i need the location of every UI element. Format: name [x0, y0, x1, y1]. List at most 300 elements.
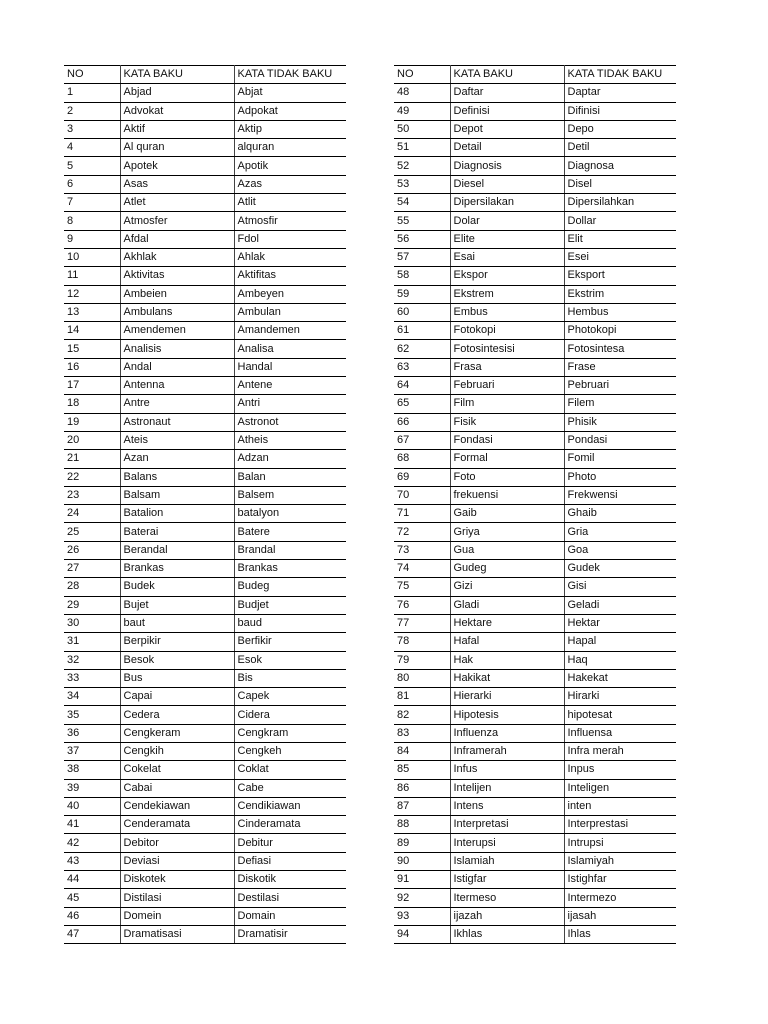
cell-kata-baku: Atmosfer [120, 212, 234, 230]
cell-kata-tidak-baku: Atmosfir [234, 212, 346, 230]
cell-kata-tidak-baku: Dramatisir [234, 925, 346, 943]
table-row [394, 102, 676, 120]
cell-kata-tidak-baku: Inpus [564, 761, 676, 779]
cell-kata-tidak-baku: Fotosintesa [564, 340, 676, 358]
cell-kata-baku: Intelijen [450, 779, 564, 797]
header-no: NO [64, 66, 120, 84]
cell-kata-baku: Fotosintesisi [450, 340, 564, 358]
cell-kata-tidak-baku: Antene [234, 377, 346, 395]
table-row [64, 139, 346, 157]
cell-kata-tidak-baku: Istighfar [564, 871, 676, 889]
cell-no: 3 [64, 120, 120, 138]
cell-kata-tidak-baku: Coklat [234, 761, 346, 779]
cell-no: 45 [64, 889, 120, 907]
cell-kata-tidak-baku: Adpokat [234, 102, 346, 120]
table-row [394, 560, 676, 578]
table-row [394, 578, 676, 596]
cell-kata-baku: Cenderamata [120, 816, 234, 834]
table-header-row [64, 66, 346, 84]
table-row [64, 267, 346, 285]
table-row [394, 413, 676, 431]
cell-kata-baku: Bus [120, 669, 234, 687]
table-row [394, 230, 676, 248]
cell-kata-baku: Hektare [450, 614, 564, 632]
table-row [64, 852, 346, 870]
table-row [394, 871, 676, 889]
cell-kata-tidak-baku: Influensa [564, 724, 676, 742]
cell-kata-tidak-baku: Islamiyah [564, 852, 676, 870]
cell-no: 58 [394, 267, 450, 285]
table-row [64, 614, 346, 632]
cell-kata-baku: Cendekiawan [120, 797, 234, 815]
table-row [64, 688, 346, 706]
cell-no: 62 [394, 340, 450, 358]
cell-no: 54 [394, 194, 450, 212]
table-row [64, 450, 346, 468]
cell-no: 68 [394, 450, 450, 468]
cell-kata-tidak-baku: ijasah [564, 907, 676, 925]
cell-kata-baku: Azan [120, 450, 234, 468]
table-row [64, 578, 346, 596]
cell-kata-baku: Aktif [120, 120, 234, 138]
table-row [64, 230, 346, 248]
cell-no: 13 [64, 303, 120, 321]
cell-kata-baku: frekuensi [450, 486, 564, 504]
table-row [64, 633, 346, 651]
cell-kata-tidak-baku: Aktip [234, 120, 346, 138]
cell-no: 82 [394, 706, 450, 724]
cell-no: 46 [64, 907, 120, 925]
cell-kata-baku: Detail [450, 139, 564, 157]
cell-kata-tidak-baku: Pondasi [564, 431, 676, 449]
cell-kata-baku: Antre [120, 395, 234, 413]
table-row [64, 285, 346, 303]
table-row [64, 724, 346, 742]
cell-kata-tidak-baku: Cabe [234, 779, 346, 797]
cell-no: 61 [394, 322, 450, 340]
cell-kata-tidak-baku: Atheis [234, 431, 346, 449]
cell-kata-baku: Antenna [120, 377, 234, 395]
cell-kata-baku: Amendemen [120, 322, 234, 340]
table-row [64, 779, 346, 797]
cell-kata-baku: Budek [120, 578, 234, 596]
cell-kata-tidak-baku: Haq [564, 651, 676, 669]
cell-no: 26 [64, 541, 120, 559]
cell-kata-baku: Gua [450, 541, 564, 559]
table-row [64, 248, 346, 266]
cell-kata-baku: Gladi [450, 596, 564, 614]
table-row [394, 724, 676, 742]
cell-no: 19 [64, 413, 120, 431]
cell-no: 65 [394, 395, 450, 413]
cell-kata-baku: Hierarki [450, 688, 564, 706]
cell-kata-baku: Atlet [120, 194, 234, 212]
table-row [394, 120, 676, 138]
table-row [64, 816, 346, 834]
table-row [64, 212, 346, 230]
cell-kata-tidak-baku: Adzan [234, 450, 346, 468]
cell-kata-baku: Balsam [120, 486, 234, 504]
cell-no: 27 [64, 560, 120, 578]
cell-no: 36 [64, 724, 120, 742]
cell-kata-baku: Gudeg [450, 560, 564, 578]
cell-kata-baku: Gaib [450, 505, 564, 523]
cell-kata-baku: Formal [450, 450, 564, 468]
cell-no: 64 [394, 377, 450, 395]
cell-kata-tidak-baku: Cidera [234, 706, 346, 724]
cell-kata-tidak-baku: Bis [234, 669, 346, 687]
cell-kata-tidak-baku: Disel [564, 175, 676, 193]
cell-no: 90 [394, 852, 450, 870]
cell-no: 77 [394, 614, 450, 632]
cell-kata-tidak-baku: Berfikir [234, 633, 346, 651]
table-row [64, 871, 346, 889]
table-header-row [394, 66, 676, 84]
cell-kata-tidak-baku: Capek [234, 688, 346, 706]
table-row [64, 889, 346, 907]
table-row [394, 816, 676, 834]
table-row [394, 248, 676, 266]
cell-kata-tidak-baku: Interprestasi [564, 816, 676, 834]
cell-kata-tidak-baku: alquran [234, 139, 346, 157]
cell-no: 86 [394, 779, 450, 797]
cell-no: 94 [394, 925, 450, 943]
cell-kata-tidak-baku: Aktifitas [234, 267, 346, 285]
cell-kata-tidak-baku: Hembus [564, 303, 676, 321]
table-row [394, 742, 676, 760]
cell-kata-baku: Cengkih [120, 742, 234, 760]
cell-no: 55 [394, 212, 450, 230]
cell-kata-tidak-baku: Goa [564, 541, 676, 559]
cell-no: 81 [394, 688, 450, 706]
cell-kata-baku: Advokat [120, 102, 234, 120]
table-row [64, 523, 346, 541]
cell-kata-tidak-baku: Gudek [564, 560, 676, 578]
table-row [64, 303, 346, 321]
cell-no: 14 [64, 322, 120, 340]
cell-no: 12 [64, 285, 120, 303]
cell-kata-baku: Diesel [450, 175, 564, 193]
cell-kata-tidak-baku: Cengkeh [234, 742, 346, 760]
cell-no: 35 [64, 706, 120, 724]
cell-kata-tidak-baku: Budjet [234, 596, 346, 614]
cell-kata-tidak-baku: Dipersilahkan [564, 194, 676, 212]
cell-kata-tidak-baku: Esok [234, 651, 346, 669]
cell-kata-baku: Distilasi [120, 889, 234, 907]
cell-no: 16 [64, 358, 120, 376]
cell-kata-tidak-baku: Ihlas [564, 925, 676, 943]
cell-kata-baku: Al quran [120, 139, 234, 157]
cell-no: 23 [64, 486, 120, 504]
cell-no: 56 [394, 230, 450, 248]
table-row [394, 377, 676, 395]
table-row [64, 907, 346, 925]
table-row [64, 431, 346, 449]
cell-kata-tidak-baku: Inteligen [564, 779, 676, 797]
cell-kata-baku: Februari [450, 377, 564, 395]
cell-no: 4 [64, 139, 120, 157]
cell-no: 38 [64, 761, 120, 779]
cell-no: 59 [394, 285, 450, 303]
cell-no: 42 [64, 834, 120, 852]
table-row [64, 395, 346, 413]
cell-kata-tidak-baku: Ambeyen [234, 285, 346, 303]
table-row [394, 395, 676, 413]
cell-kata-baku: Fisik [450, 413, 564, 431]
table-row [394, 688, 676, 706]
cell-kata-baku: Ikhlas [450, 925, 564, 943]
cell-kata-tidak-baku: Destilasi [234, 889, 346, 907]
cell-kata-tidak-baku: Fomil [564, 450, 676, 468]
table-row [64, 761, 346, 779]
cell-no: 21 [64, 450, 120, 468]
word-table-left [64, 65, 346, 944]
table-row [394, 450, 676, 468]
cell-no: 93 [394, 907, 450, 925]
cell-no: 10 [64, 248, 120, 266]
table-row [64, 706, 346, 724]
cell-kata-tidak-baku: Esei [564, 248, 676, 266]
cell-no: 83 [394, 724, 450, 742]
cell-no: 40 [64, 797, 120, 815]
cell-no: 70 [394, 486, 450, 504]
cell-kata-tidak-baku: Hirarki [564, 688, 676, 706]
cell-kata-baku: Ekstrem [450, 285, 564, 303]
cell-kata-baku: Intens [450, 797, 564, 815]
cell-kata-tidak-baku: Hektar [564, 614, 676, 632]
cell-no: 17 [64, 377, 120, 395]
cell-no: 67 [394, 431, 450, 449]
cell-no: 43 [64, 852, 120, 870]
cell-kata-tidak-baku: Photokopi [564, 322, 676, 340]
cell-kata-tidak-baku: Brankas [234, 560, 346, 578]
cell-kata-baku: Fondasi [450, 431, 564, 449]
cell-kata-tidak-baku: inten [564, 797, 676, 815]
cell-kata-baku: Diagnosis [450, 157, 564, 175]
table-row [64, 194, 346, 212]
cell-kata-baku: Film [450, 395, 564, 413]
cell-kata-baku: Cabai [120, 779, 234, 797]
table-row [64, 834, 346, 852]
cell-no: 73 [394, 541, 450, 559]
cell-kata-baku: Gizi [450, 578, 564, 596]
table-row [64, 157, 346, 175]
cell-kata-baku: Asas [120, 175, 234, 193]
table-row [394, 651, 676, 669]
cell-kata-tidak-baku: Azas [234, 175, 346, 193]
cell-kata-baku: Baterai [120, 523, 234, 541]
cell-kata-baku: Hipotesis [450, 706, 564, 724]
cell-no: 9 [64, 230, 120, 248]
cell-no: 57 [394, 248, 450, 266]
table-row [394, 212, 676, 230]
cell-kata-tidak-baku: Frase [564, 358, 676, 376]
cell-kata-baku: Cedera [120, 706, 234, 724]
cell-no: 91 [394, 871, 450, 889]
cell-kata-baku: ijazah [450, 907, 564, 925]
cell-no: 28 [64, 578, 120, 596]
cell-kata-baku: Definisi [450, 102, 564, 120]
table-row [394, 175, 676, 193]
cell-kata-baku: Diskotek [120, 871, 234, 889]
cell-no: 87 [394, 797, 450, 815]
cell-kata-tidak-baku: Ambulan [234, 303, 346, 321]
cell-no: 5 [64, 157, 120, 175]
cell-kata-tidak-baku: Intermezo [564, 889, 676, 907]
cell-kata-tidak-baku: Gisi [564, 578, 676, 596]
table-row [64, 505, 346, 523]
cell-kata-tidak-baku: Astronot [234, 413, 346, 431]
cell-no: 32 [64, 651, 120, 669]
table-row [394, 596, 676, 614]
cell-kata-baku: Debitor [120, 834, 234, 852]
table-row [64, 797, 346, 815]
table-row [64, 541, 346, 559]
cell-kata-tidak-baku: Cendikiawan [234, 797, 346, 815]
cell-no: 84 [394, 742, 450, 760]
table-row [394, 852, 676, 870]
cell-no: 2 [64, 102, 120, 120]
cell-kata-baku: Hak [450, 651, 564, 669]
table-row [394, 486, 676, 504]
cell-kata-baku: Foto [450, 468, 564, 486]
cell-kata-baku: Ateis [120, 431, 234, 449]
table-row [394, 84, 676, 102]
cell-kata-tidak-baku: Daptar [564, 84, 676, 102]
cell-kata-baku: baut [120, 614, 234, 632]
cell-kata-tidak-baku: Infra merah [564, 742, 676, 760]
cell-kata-tidak-baku: Balsem [234, 486, 346, 504]
cell-no: 31 [64, 633, 120, 651]
cell-kata-baku: Interpretasi [450, 816, 564, 834]
cell-no: 47 [64, 925, 120, 943]
cell-no: 74 [394, 560, 450, 578]
cell-kata-baku: Ambulans [120, 303, 234, 321]
cell-kata-baku: Afdal [120, 230, 234, 248]
table-row [394, 633, 676, 651]
cell-kata-tidak-baku: baud [234, 614, 346, 632]
cell-kata-baku: Hafal [450, 633, 564, 651]
table-row [394, 541, 676, 559]
table-row [64, 120, 346, 138]
table-row [394, 907, 676, 925]
cell-kata-baku: Dramatisasi [120, 925, 234, 943]
table-row [64, 413, 346, 431]
cell-kata-tidak-baku: Ghaib [564, 505, 676, 523]
cell-kata-tidak-baku: Abjat [234, 84, 346, 102]
table-row [64, 84, 346, 102]
cell-no: 76 [394, 596, 450, 614]
cell-no: 25 [64, 523, 120, 541]
cell-kata-baku: Brankas [120, 560, 234, 578]
cell-no: 29 [64, 596, 120, 614]
header-kata-tidak-baku: KATA TIDAK BAKU [564, 66, 676, 84]
cell-kata-tidak-baku: Batere [234, 523, 346, 541]
cell-kata-tidak-baku: Budeg [234, 578, 346, 596]
cell-kata-tidak-baku: Balan [234, 468, 346, 486]
cell-kata-tidak-baku: Depo [564, 120, 676, 138]
cell-kata-tidak-baku: Apotik [234, 157, 346, 175]
table-row [394, 285, 676, 303]
cell-no: 48 [394, 84, 450, 102]
cell-no: 33 [64, 669, 120, 687]
table-row [394, 431, 676, 449]
cell-no: 20 [64, 431, 120, 449]
table-row [64, 468, 346, 486]
cell-no: 8 [64, 212, 120, 230]
cell-kata-baku: Embus [450, 303, 564, 321]
header-kata-baku: KATA BAKU [450, 66, 564, 84]
cell-kata-tidak-baku: Amandemen [234, 322, 346, 340]
cell-kata-baku: Fotokopi [450, 322, 564, 340]
cell-kata-baku: Elite [450, 230, 564, 248]
table-row [64, 742, 346, 760]
cell-kata-tidak-baku: Difinisi [564, 102, 676, 120]
table-row [64, 340, 346, 358]
cell-kata-baku: Influenza [450, 724, 564, 742]
cell-no: 52 [394, 157, 450, 175]
table-row [394, 194, 676, 212]
cell-kata-baku: Apotek [120, 157, 234, 175]
cell-kata-baku: Domein [120, 907, 234, 925]
cell-kata-baku: Analisis [120, 340, 234, 358]
cell-kata-baku: Depot [450, 120, 564, 138]
cell-kata-tidak-baku: Eksport [564, 267, 676, 285]
cell-no: 7 [64, 194, 120, 212]
cell-kata-tidak-baku: Pebruari [564, 377, 676, 395]
cell-no: 85 [394, 761, 450, 779]
cell-kata-baku: Istigfar [450, 871, 564, 889]
cell-kata-baku: Capai [120, 688, 234, 706]
cell-no: 15 [64, 340, 120, 358]
cell-no: 75 [394, 578, 450, 596]
header-kata-baku: KATA BAKU [120, 66, 234, 84]
cell-kata-baku: Griya [450, 523, 564, 541]
cell-kata-baku: Itermeso [450, 889, 564, 907]
cell-kata-tidak-baku: batalyon [234, 505, 346, 523]
cell-no: 71 [394, 505, 450, 523]
table-row [394, 340, 676, 358]
cell-kata-tidak-baku: Analisa [234, 340, 346, 358]
cell-kata-baku: Dolar [450, 212, 564, 230]
table-row [394, 139, 676, 157]
cell-no: 22 [64, 468, 120, 486]
cell-kata-tidak-baku: Fdol [234, 230, 346, 248]
table-row [394, 523, 676, 541]
cell-no: 60 [394, 303, 450, 321]
cell-kata-baku: Berandal [120, 541, 234, 559]
cell-no: 39 [64, 779, 120, 797]
cell-kata-baku: Abjad [120, 84, 234, 102]
cell-no: 78 [394, 633, 450, 651]
cell-kata-tidak-baku: Antri [234, 395, 346, 413]
cell-no: 63 [394, 358, 450, 376]
cell-kata-tidak-baku: Debitur [234, 834, 346, 852]
table-row [64, 596, 346, 614]
cell-kata-tidak-baku: Hakekat [564, 669, 676, 687]
cell-kata-baku: Daftar [450, 84, 564, 102]
table-row [394, 779, 676, 797]
cell-no: 69 [394, 468, 450, 486]
table-row [64, 102, 346, 120]
cell-kata-baku: Deviasi [120, 852, 234, 870]
cell-kata-tidak-baku: Elit [564, 230, 676, 248]
cell-no: 53 [394, 175, 450, 193]
table-row [394, 706, 676, 724]
cell-kata-baku: Infus [450, 761, 564, 779]
cell-no: 41 [64, 816, 120, 834]
cell-kata-baku: Batalion [120, 505, 234, 523]
